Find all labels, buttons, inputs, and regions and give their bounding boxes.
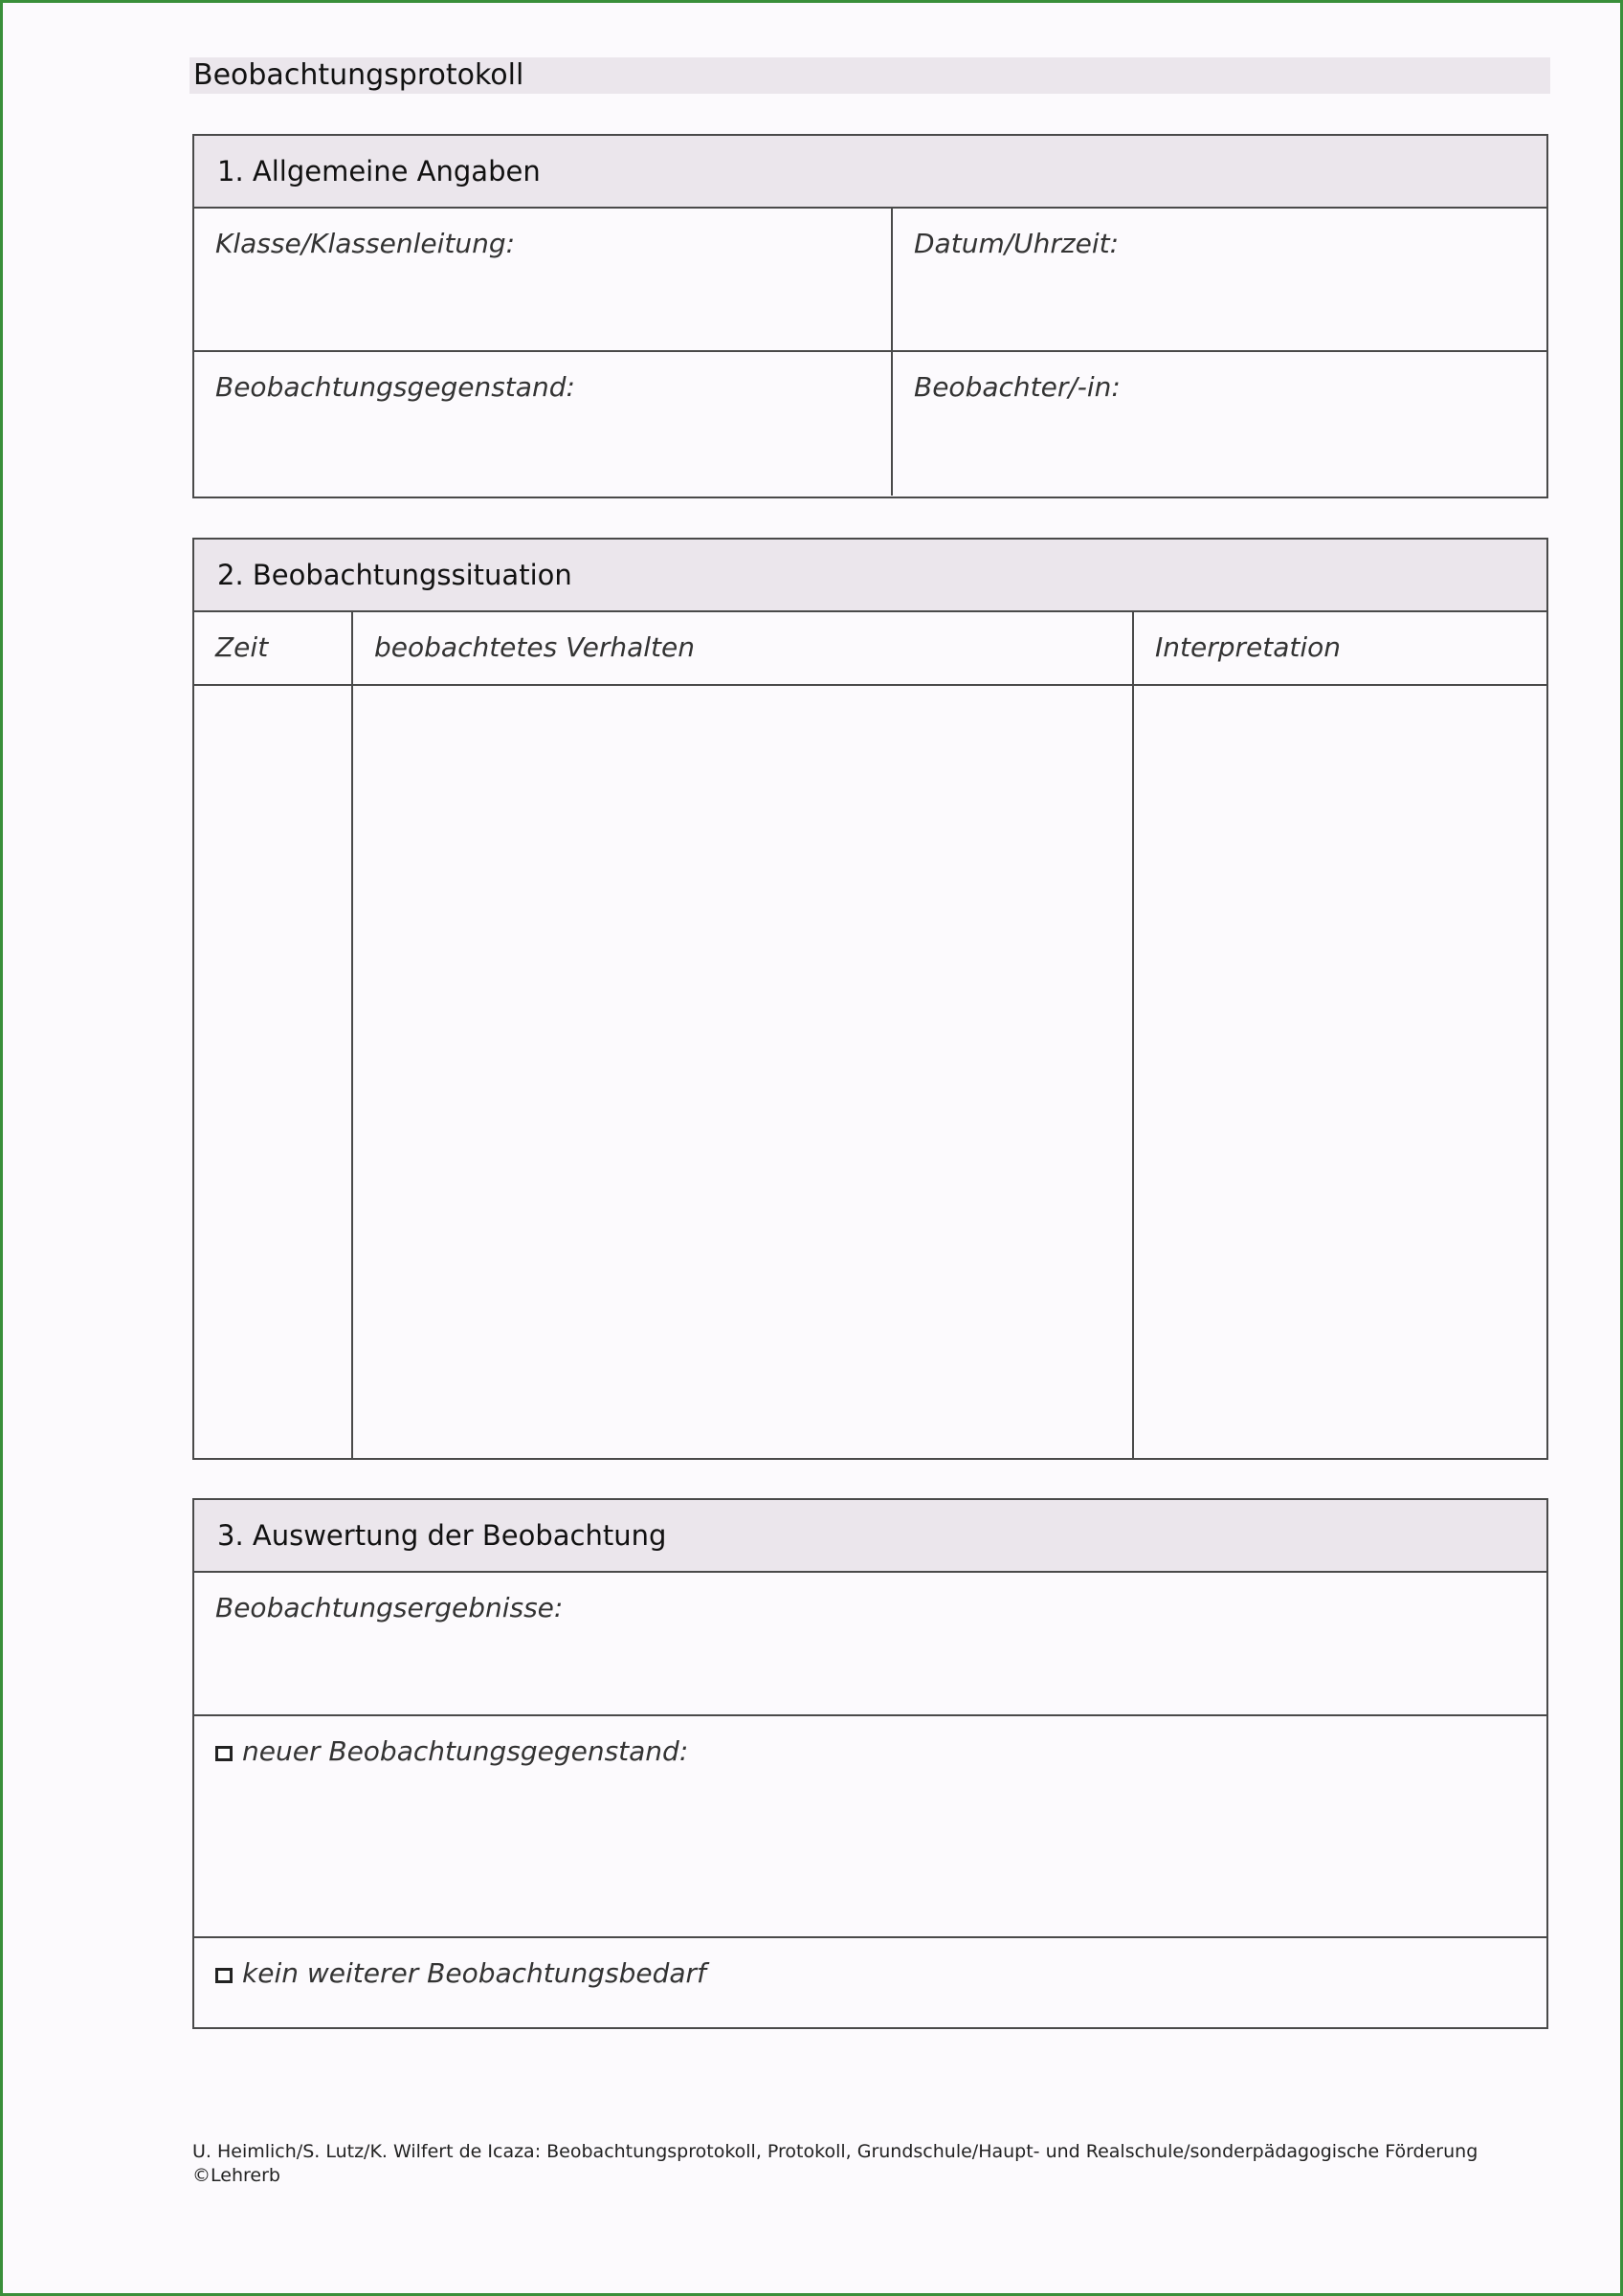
section-evaluation-heading: 3. Auswertung der Beobachtung <box>194 1500 1546 1573</box>
no-further-need-row <box>194 1938 1546 2027</box>
new-subject-label: neuer Beobachtungsgegenstand: <box>242 1735 689 1767</box>
new-subject-row <box>194 1716 1546 1938</box>
document-title: Beobachtungsprotokoll <box>189 57 1550 94</box>
general-info-row-2 <box>194 352 1546 496</box>
column-header-interpretation: Interpretation <box>1132 612 1546 684</box>
observation-results-field[interactable]: Beobachtungsergebnisse: <box>215 1592 564 1623</box>
no-further-need-label: kein weiterer Beobachtungsbedarf <box>242 1957 706 1989</box>
new-subject-checkbox[interactable] <box>215 1746 233 1761</box>
no-further-need-option[interactable] <box>194 1938 1546 2027</box>
observation-subject-field[interactable]: Beobachtungsgegenstand: <box>215 371 575 403</box>
observer-field[interactable]: Beobachter/-in: <box>891 352 1546 496</box>
footer-copyright: ©Lehrerb <box>192 2165 280 2186</box>
observation-table-body <box>194 686 1546 1458</box>
general-info-row-1 <box>194 209 1546 352</box>
footer <box>192 2140 1532 2188</box>
date-time-field[interactable]: Datum/Uhrzeit: <box>891 209 1546 350</box>
section-observation-situation <box>192 538 1548 1460</box>
section-general-info-heading: 1. Allgemeine Angaben <box>194 136 1546 209</box>
behavior-entry-area[interactable] <box>351 686 1132 1458</box>
class-field[interactable]: Klasse/Klassenleitung: <box>215 228 516 259</box>
column-header-time: Zeit <box>215 631 269 663</box>
evaluation-results-row <box>194 1573 1546 1716</box>
section-observation-situation-heading: 2. Beobachtungssituation <box>194 540 1546 612</box>
column-header-behavior: beobachtetes Verhalten <box>351 612 1132 684</box>
observation-table-header <box>194 612 1546 686</box>
no-further-need-checkbox[interactable] <box>215 1968 233 1983</box>
interpretation-entry-area[interactable] <box>1132 686 1546 1458</box>
section-general-info <box>192 134 1548 498</box>
time-entry-area[interactable] <box>194 686 351 1458</box>
new-subject-option[interactable] <box>194 1716 1546 1936</box>
footer-citation: U. Heimlich/S. Lutz/K. Wilfert de Icaza: Beobachtungsprotokoll, Protokoll, Grundschule/Haupt- und Realschule/sonderpädagogische Förderung <box>192 2141 1478 2162</box>
section-evaluation <box>192 1498 1548 2029</box>
